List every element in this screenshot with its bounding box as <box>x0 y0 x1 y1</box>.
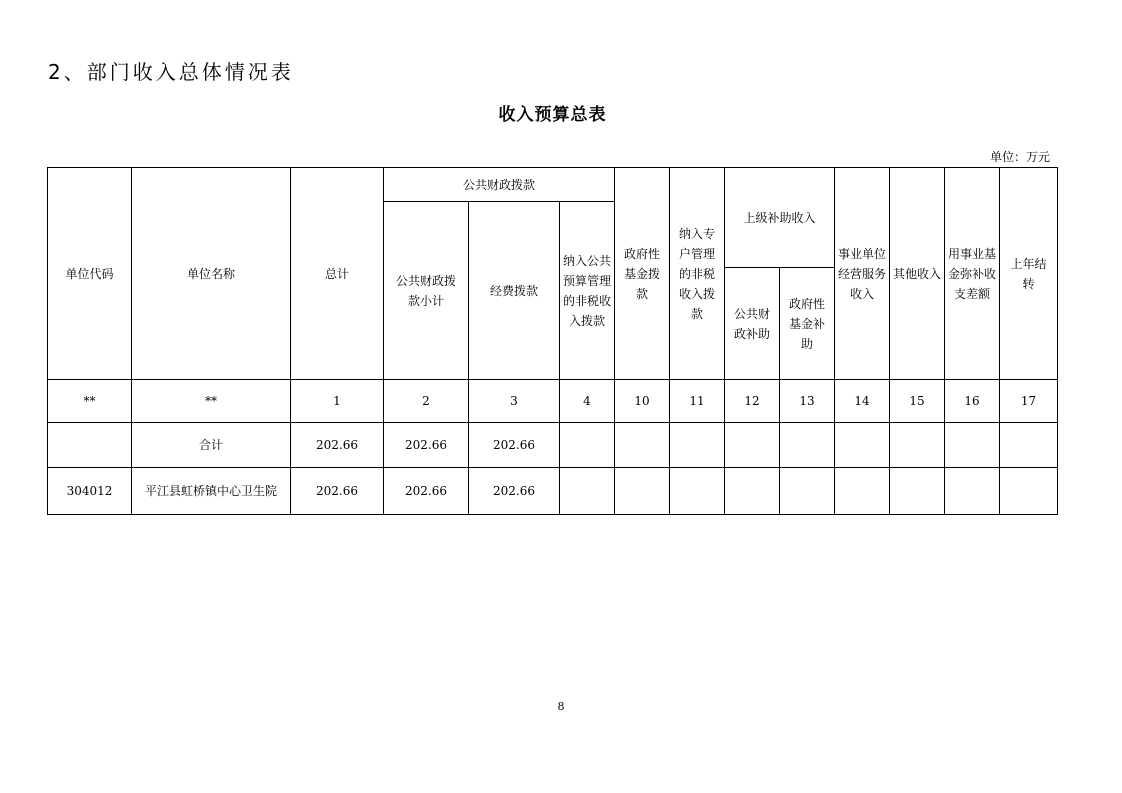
header-fund-balance <box>945 168 1000 380</box>
subtotal-cell: 202.66 <box>384 423 469 468</box>
income-budget-table <box>47 167 1058 515</box>
table-row <box>48 423 1058 468</box>
index-cell: 15 <box>890 380 945 423</box>
index-cell: 2 <box>384 380 469 423</box>
empty-cell <box>615 423 670 468</box>
index-cell: 16 <box>945 380 1000 423</box>
header-unit-name: 单位名称 <box>132 168 291 380</box>
total-cell: 202.66 <box>291 468 384 515</box>
empty-cell <box>560 468 615 515</box>
index-cell: 4 <box>560 380 615 423</box>
header-row-1 <box>48 168 1058 202</box>
header-gov-fund-subsidy <box>780 268 835 380</box>
index-cell: ** <box>48 380 132 423</box>
empty-cell <box>835 468 890 515</box>
header-public-finance-subtotal <box>384 202 469 380</box>
empty-cell <box>890 423 945 468</box>
header-carryover-label: 上年结转 <box>1010 256 1047 291</box>
index-cell: 12 <box>725 380 780 423</box>
header-nontax-budget-label: 纳入公共预算管理的非税收入拨款 <box>563 253 612 328</box>
index-cell: 17 <box>1000 380 1058 423</box>
subtotal-cell: 202.66 <box>384 468 469 515</box>
empty-cell <box>1000 423 1058 468</box>
unit-name-cell: 合计 <box>132 423 291 468</box>
index-cell: ** <box>132 380 291 423</box>
header-gov-fund <box>615 168 670 380</box>
header-nontax-budget <box>560 202 615 380</box>
unit-code-cell: 304012 <box>48 468 132 515</box>
header-gov-fund-label: 政府性基金拨款 <box>623 246 660 301</box>
header-fund-balance-label: 用事业基金弥补收支差额 <box>948 246 997 301</box>
section-heading: 2、部门收入总体情况表 <box>48 60 294 84</box>
header-business-service <box>835 168 890 380</box>
header-funding: 经费拨款 <box>469 202 560 380</box>
empty-cell <box>560 423 615 468</box>
header-total: 总计 <box>291 168 384 380</box>
index-cell: 14 <box>835 380 890 423</box>
empty-cell <box>725 468 780 515</box>
header-carryover <box>1000 168 1058 380</box>
empty-cell <box>945 423 1000 468</box>
header-business-service-label: 事业单位经营服务收入 <box>838 246 887 301</box>
index-cell: 10 <box>615 380 670 423</box>
index-cell: 3 <box>469 380 560 423</box>
empty-cell <box>780 423 835 468</box>
index-cell: 11 <box>670 380 725 423</box>
header-other-income <box>890 168 945 380</box>
index-cell: 13 <box>780 380 835 423</box>
header-public-finance-subsidy-label: 公共财政补助 <box>733 306 770 341</box>
empty-cell <box>1000 468 1058 515</box>
unit-name-cell: 平江县虹桥镇中心卫生院 <box>132 468 291 515</box>
header-gov-fund-subsidy-label: 政府性基金补助 <box>788 296 825 351</box>
empty-cell <box>615 468 670 515</box>
empty-cell <box>835 423 890 468</box>
empty-cell <box>945 468 1000 515</box>
funding-cell: 202.66 <box>469 468 560 515</box>
empty-cell <box>725 423 780 468</box>
table-title: 收入预算总表 <box>498 105 607 125</box>
page-number: 8 <box>557 700 565 713</box>
header-other-income-label: 其他收入 <box>893 266 942 281</box>
total-cell: 202.66 <box>291 423 384 468</box>
table-row <box>48 468 1058 515</box>
header-public-finance-subsidy <box>725 268 780 380</box>
empty-cell <box>890 468 945 515</box>
empty-cell <box>670 468 725 515</box>
funding-cell: 202.66 <box>469 423 560 468</box>
index-cell: 1 <box>291 380 384 423</box>
unit-note: 单位：万元 <box>989 150 1050 164</box>
header-superior-subsidy: 上级补助收入 <box>725 168 835 268</box>
index-row <box>48 380 1058 423</box>
empty-cell <box>780 468 835 515</box>
header-public-finance: 公共财政拨款 <box>384 168 615 202</box>
header-special-account-nontax-label: 纳入专户管理的非税收入拨款 <box>678 226 715 321</box>
header-special-account-nontax <box>670 168 725 380</box>
unit-code-cell <box>48 423 132 468</box>
header-public-finance-subtotal-label: 公共财政拨款小计 <box>395 273 456 308</box>
header-unit-code: 单位代码 <box>48 168 132 380</box>
empty-cell <box>670 423 725 468</box>
